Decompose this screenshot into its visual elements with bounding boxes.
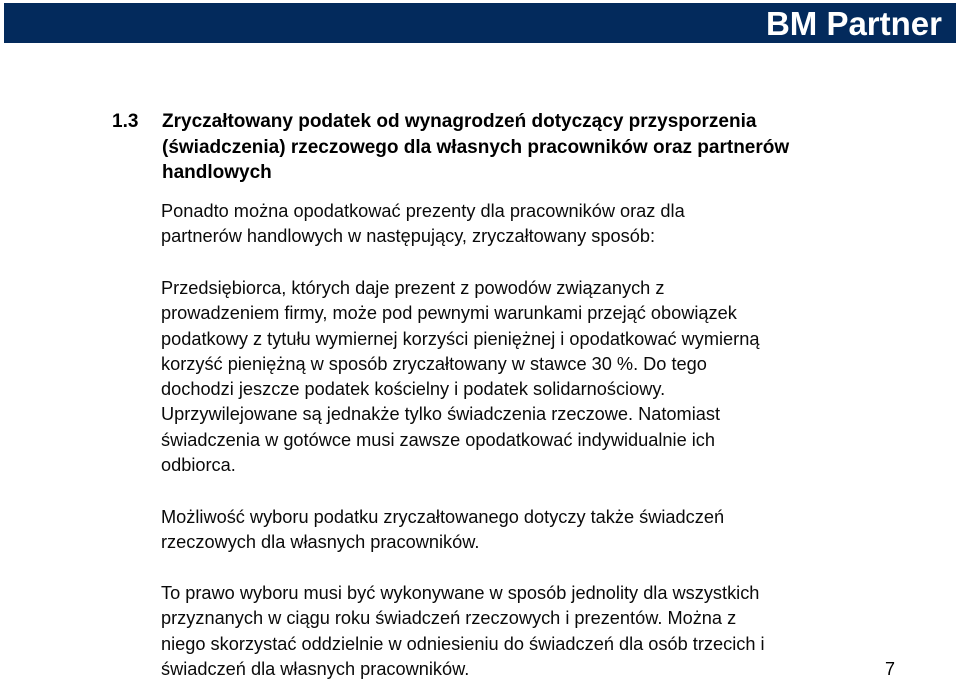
paragraph-right-of-choice (161, 581, 881, 682)
paragraph-entrepreneur (161, 276, 881, 478)
paragraph-line: rzeczowych dla własnych pracowników. (161, 532, 480, 553)
header-bar (4, 3, 956, 43)
paragraph-line: świadczenia w gotówce musi zawsze opodatkować indywidualnie ich (161, 429, 715, 450)
paragraph-line: partnerów handlowych w następujący, zryczałtowany sposób: (161, 226, 656, 247)
paragraph-line: dochodzi jeszcze podatek kościelny i podatek solidarnościowy. (161, 379, 666, 400)
paragraph-line: prowadzeniem firmy, może pod pewnymi warunkami przejąć obowiązek (161, 303, 737, 324)
paragraph-choice (161, 505, 881, 556)
paragraph-line: Uprzywilejowane są jednakże tylko świadczenia rzeczowe. Natomiast (161, 404, 720, 425)
paragraph-line: świadczeń dla własnych pracowników. (161, 658, 470, 679)
section-title-line: (świadczenia) rzeczowego dla własnych pracowników oraz partnerów (162, 136, 790, 158)
section-title-line: Zryczałtowany podatek od wynagrodzeń dotyczący przysporzenia (162, 111, 757, 132)
header-title: BM Partner (765, 5, 942, 42)
paragraph-line: Ponadto można opodatkować prezenty dla pracowników oraz dla (161, 201, 685, 221)
section-title-line: handlowych (162, 162, 272, 183)
page-number: 7 (885, 659, 896, 679)
section-number: 1.3 (112, 111, 139, 132)
paragraph-line: przyznanych w ciągu roku świadczeń rzeczowych i prezentów. Można z (161, 608, 737, 629)
paragraph-line: To prawo wyboru musi być wykonywane w sposób jednolity dla wszystkich (161, 583, 760, 603)
paragraph-intro (161, 199, 881, 250)
paragraph-line: odbiorca. (161, 455, 236, 476)
paragraph-line: Możliwość wyboru podatku zryczałtowanego dotyczy także świadczeń (161, 507, 725, 527)
section-title (162, 109, 882, 186)
paragraph-line: podatkowy z tytułu wymiernej korzyści pieniężnej i opodatkować wymierną (161, 328, 760, 349)
paragraph-line: Przedsiębiorca, których daje prezent z powodów związanych z (161, 278, 665, 298)
paragraph-line: niego skorzystać oddzielnie w odniesieniu do świadczeń dla osób trzecich i (161, 633, 765, 654)
paragraph-line: korzyść pieniężną w sposób zryczałtowany w stawce 30 %. Do tego (161, 353, 707, 374)
